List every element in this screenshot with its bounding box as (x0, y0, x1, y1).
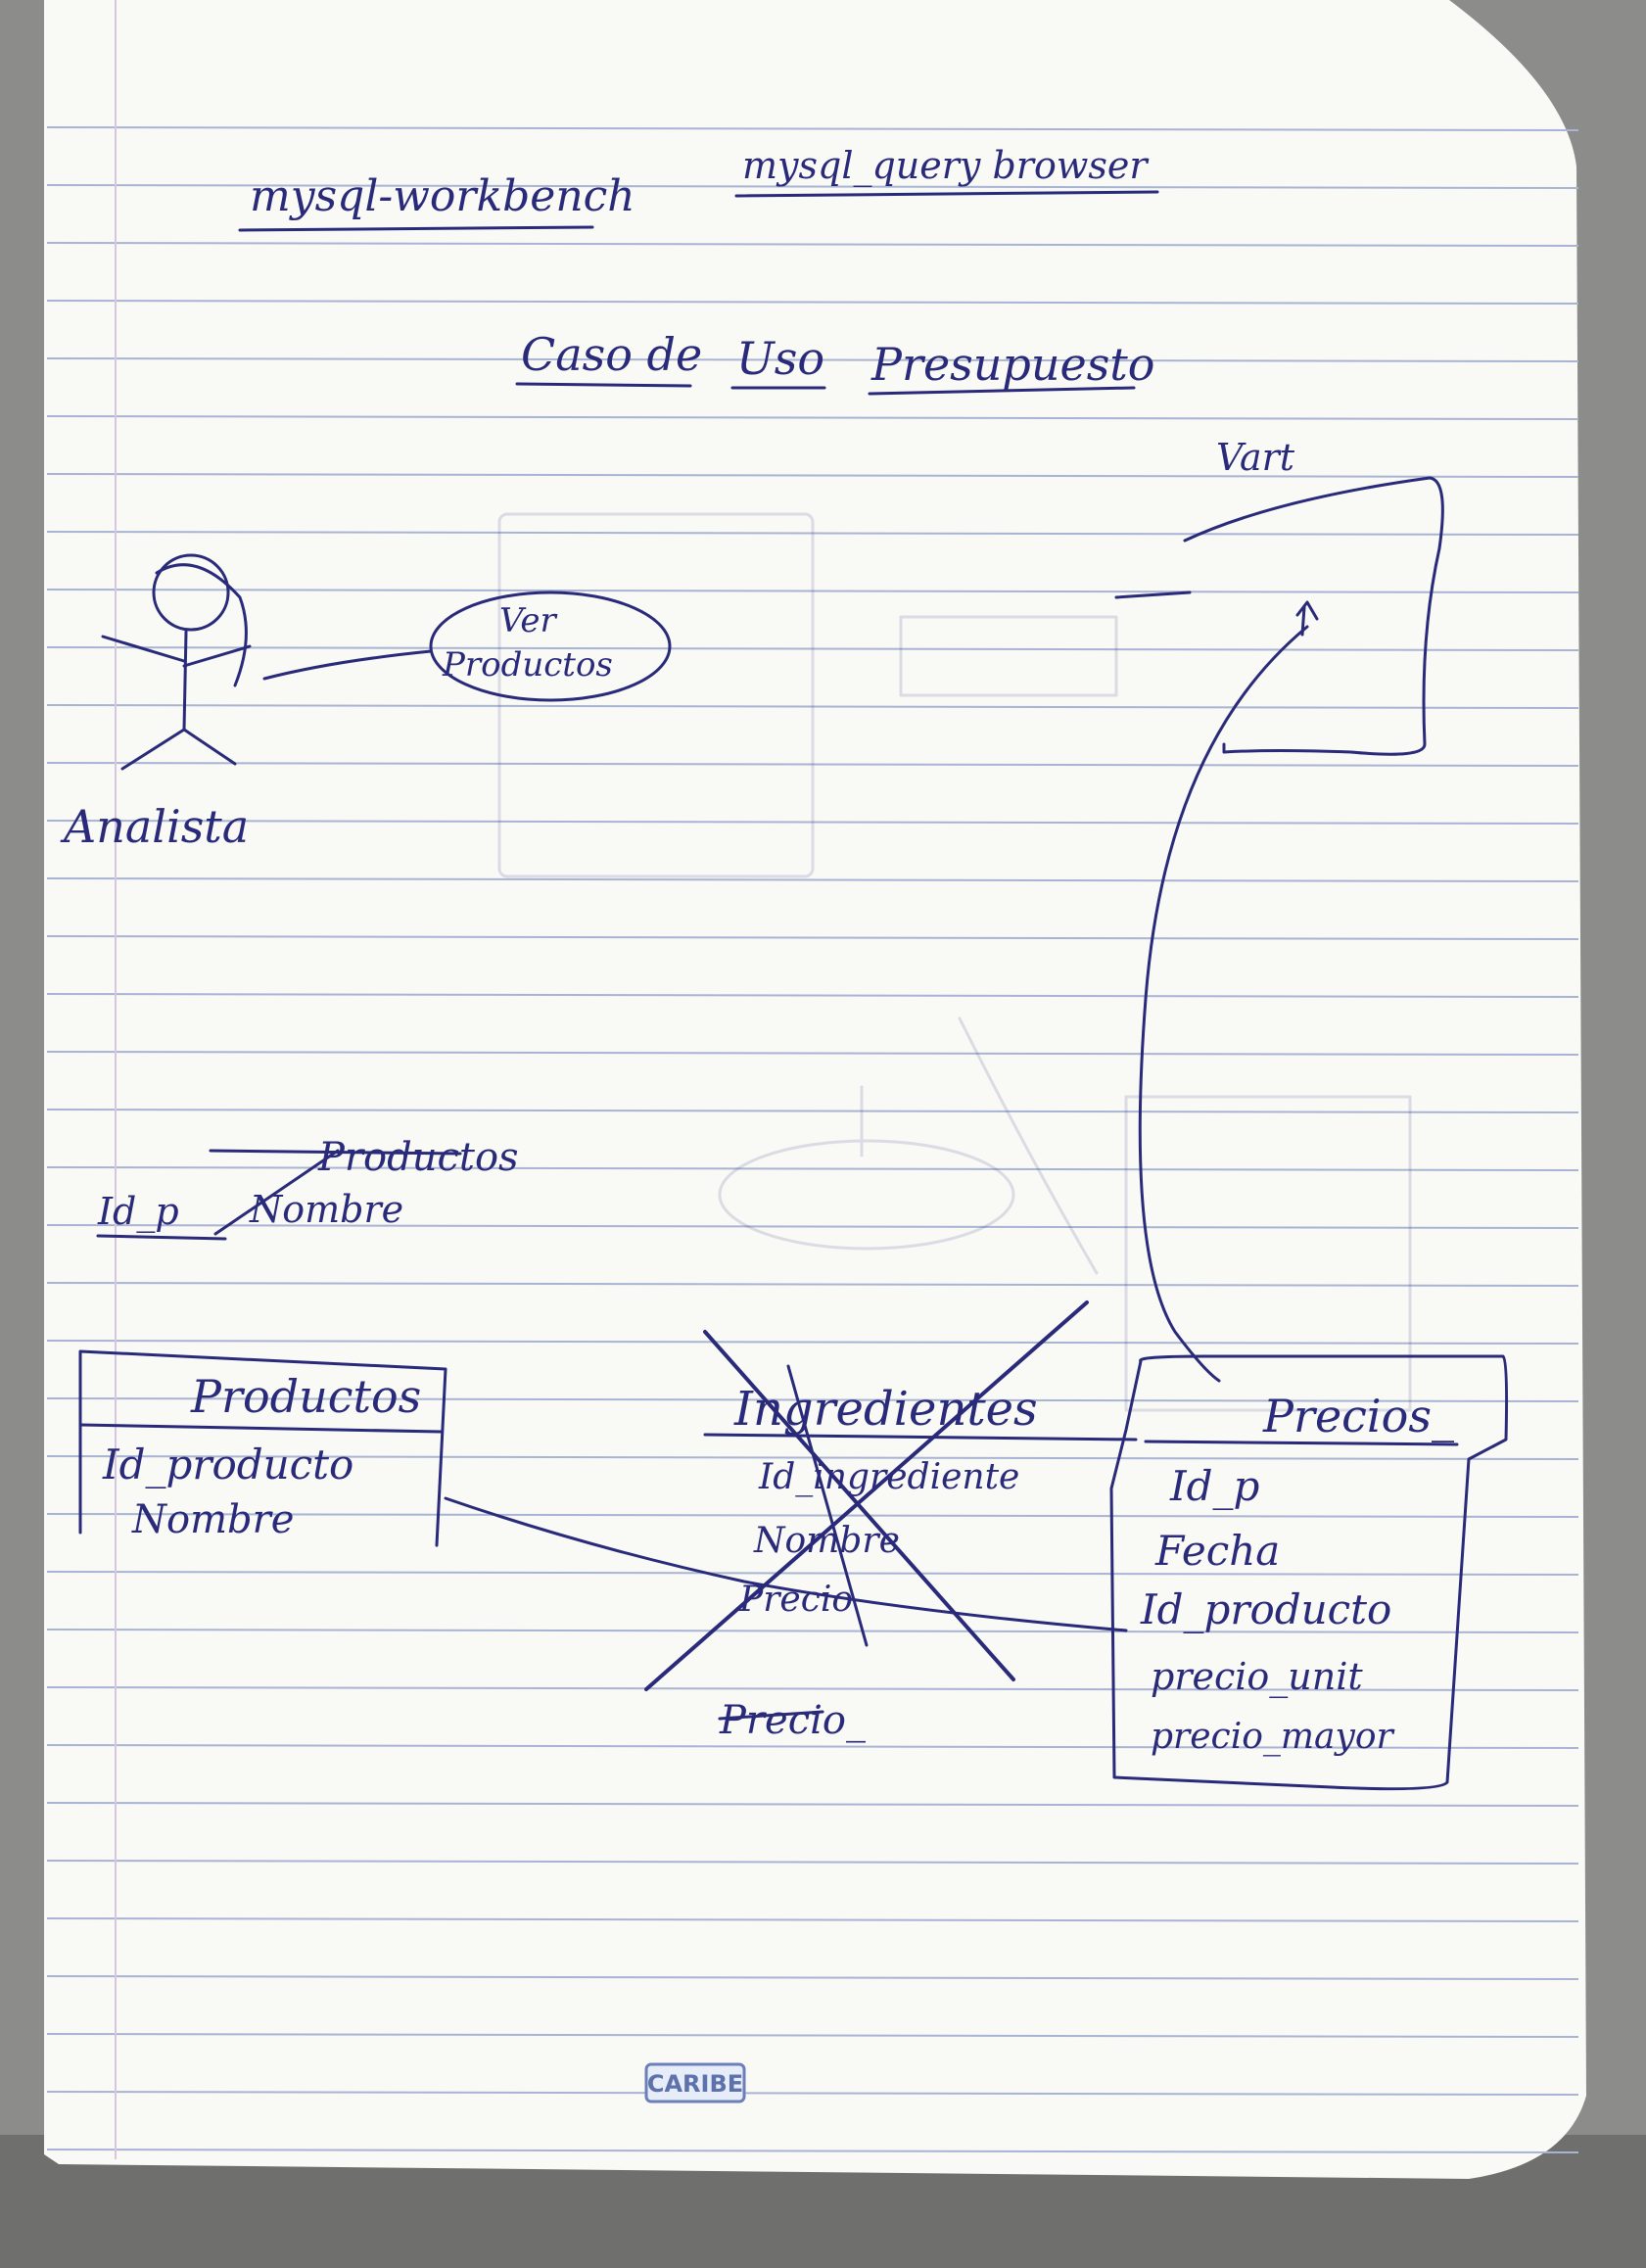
header-tool-workbench: mysql-workbench (250, 171, 635, 221)
entity-ingredientes-extra: Precio_ (720, 1698, 866, 1743)
entity-ingredientes-field-2: Nombre (754, 1521, 900, 1561)
actor-label: Analista (64, 800, 250, 853)
title-underline-1 (517, 384, 690, 386)
entity-ingredientes-field-1: Id_ingrediente (759, 1457, 1020, 1497)
notebook-page (44, 0, 1586, 2179)
brand-logo (646, 2064, 744, 2102)
use-case-label-productos: Productos (443, 645, 613, 685)
entity-precios-field-4: precio_unit (1151, 1655, 1363, 1698)
entity-productos-field-2: Nombre (132, 1497, 295, 1542)
entity-ingredientes-field-3: Precio (739, 1580, 854, 1620)
entity-precios-field-1: Id_p (1170, 1462, 1260, 1510)
title-presupuesto: Presupuesto (871, 338, 1155, 391)
entity-precios-title: Precios_ (1263, 1390, 1454, 1442)
entity-precios-field-5: precio_mayor (1151, 1717, 1393, 1757)
brand-logo-text: CARIBE (646, 2070, 744, 2098)
draft-entity-field-2: Nombre (250, 1188, 404, 1231)
title-uso: Uso (736, 332, 825, 385)
draft-entity-field-1: Id_p (98, 1190, 179, 1233)
entity-precios-field-3: Id_producto (1141, 1585, 1392, 1633)
entity-precios-field-2: Fecha (1155, 1527, 1281, 1575)
entity-productos-title: Productos (191, 1370, 422, 1423)
draft-entity-title: Productos (318, 1135, 519, 1180)
entity-productos-field-1: Id_producto (103, 1441, 354, 1488)
header-tool-query-browser: mysql_query browser (742, 144, 1148, 187)
title-caso-de: Caso de (521, 328, 703, 381)
note-label: Vart (1216, 436, 1295, 479)
use-case-label-ver: Ver (499, 601, 556, 640)
entity-ingredientes-title: Ingredientes (734, 1382, 1038, 1437)
